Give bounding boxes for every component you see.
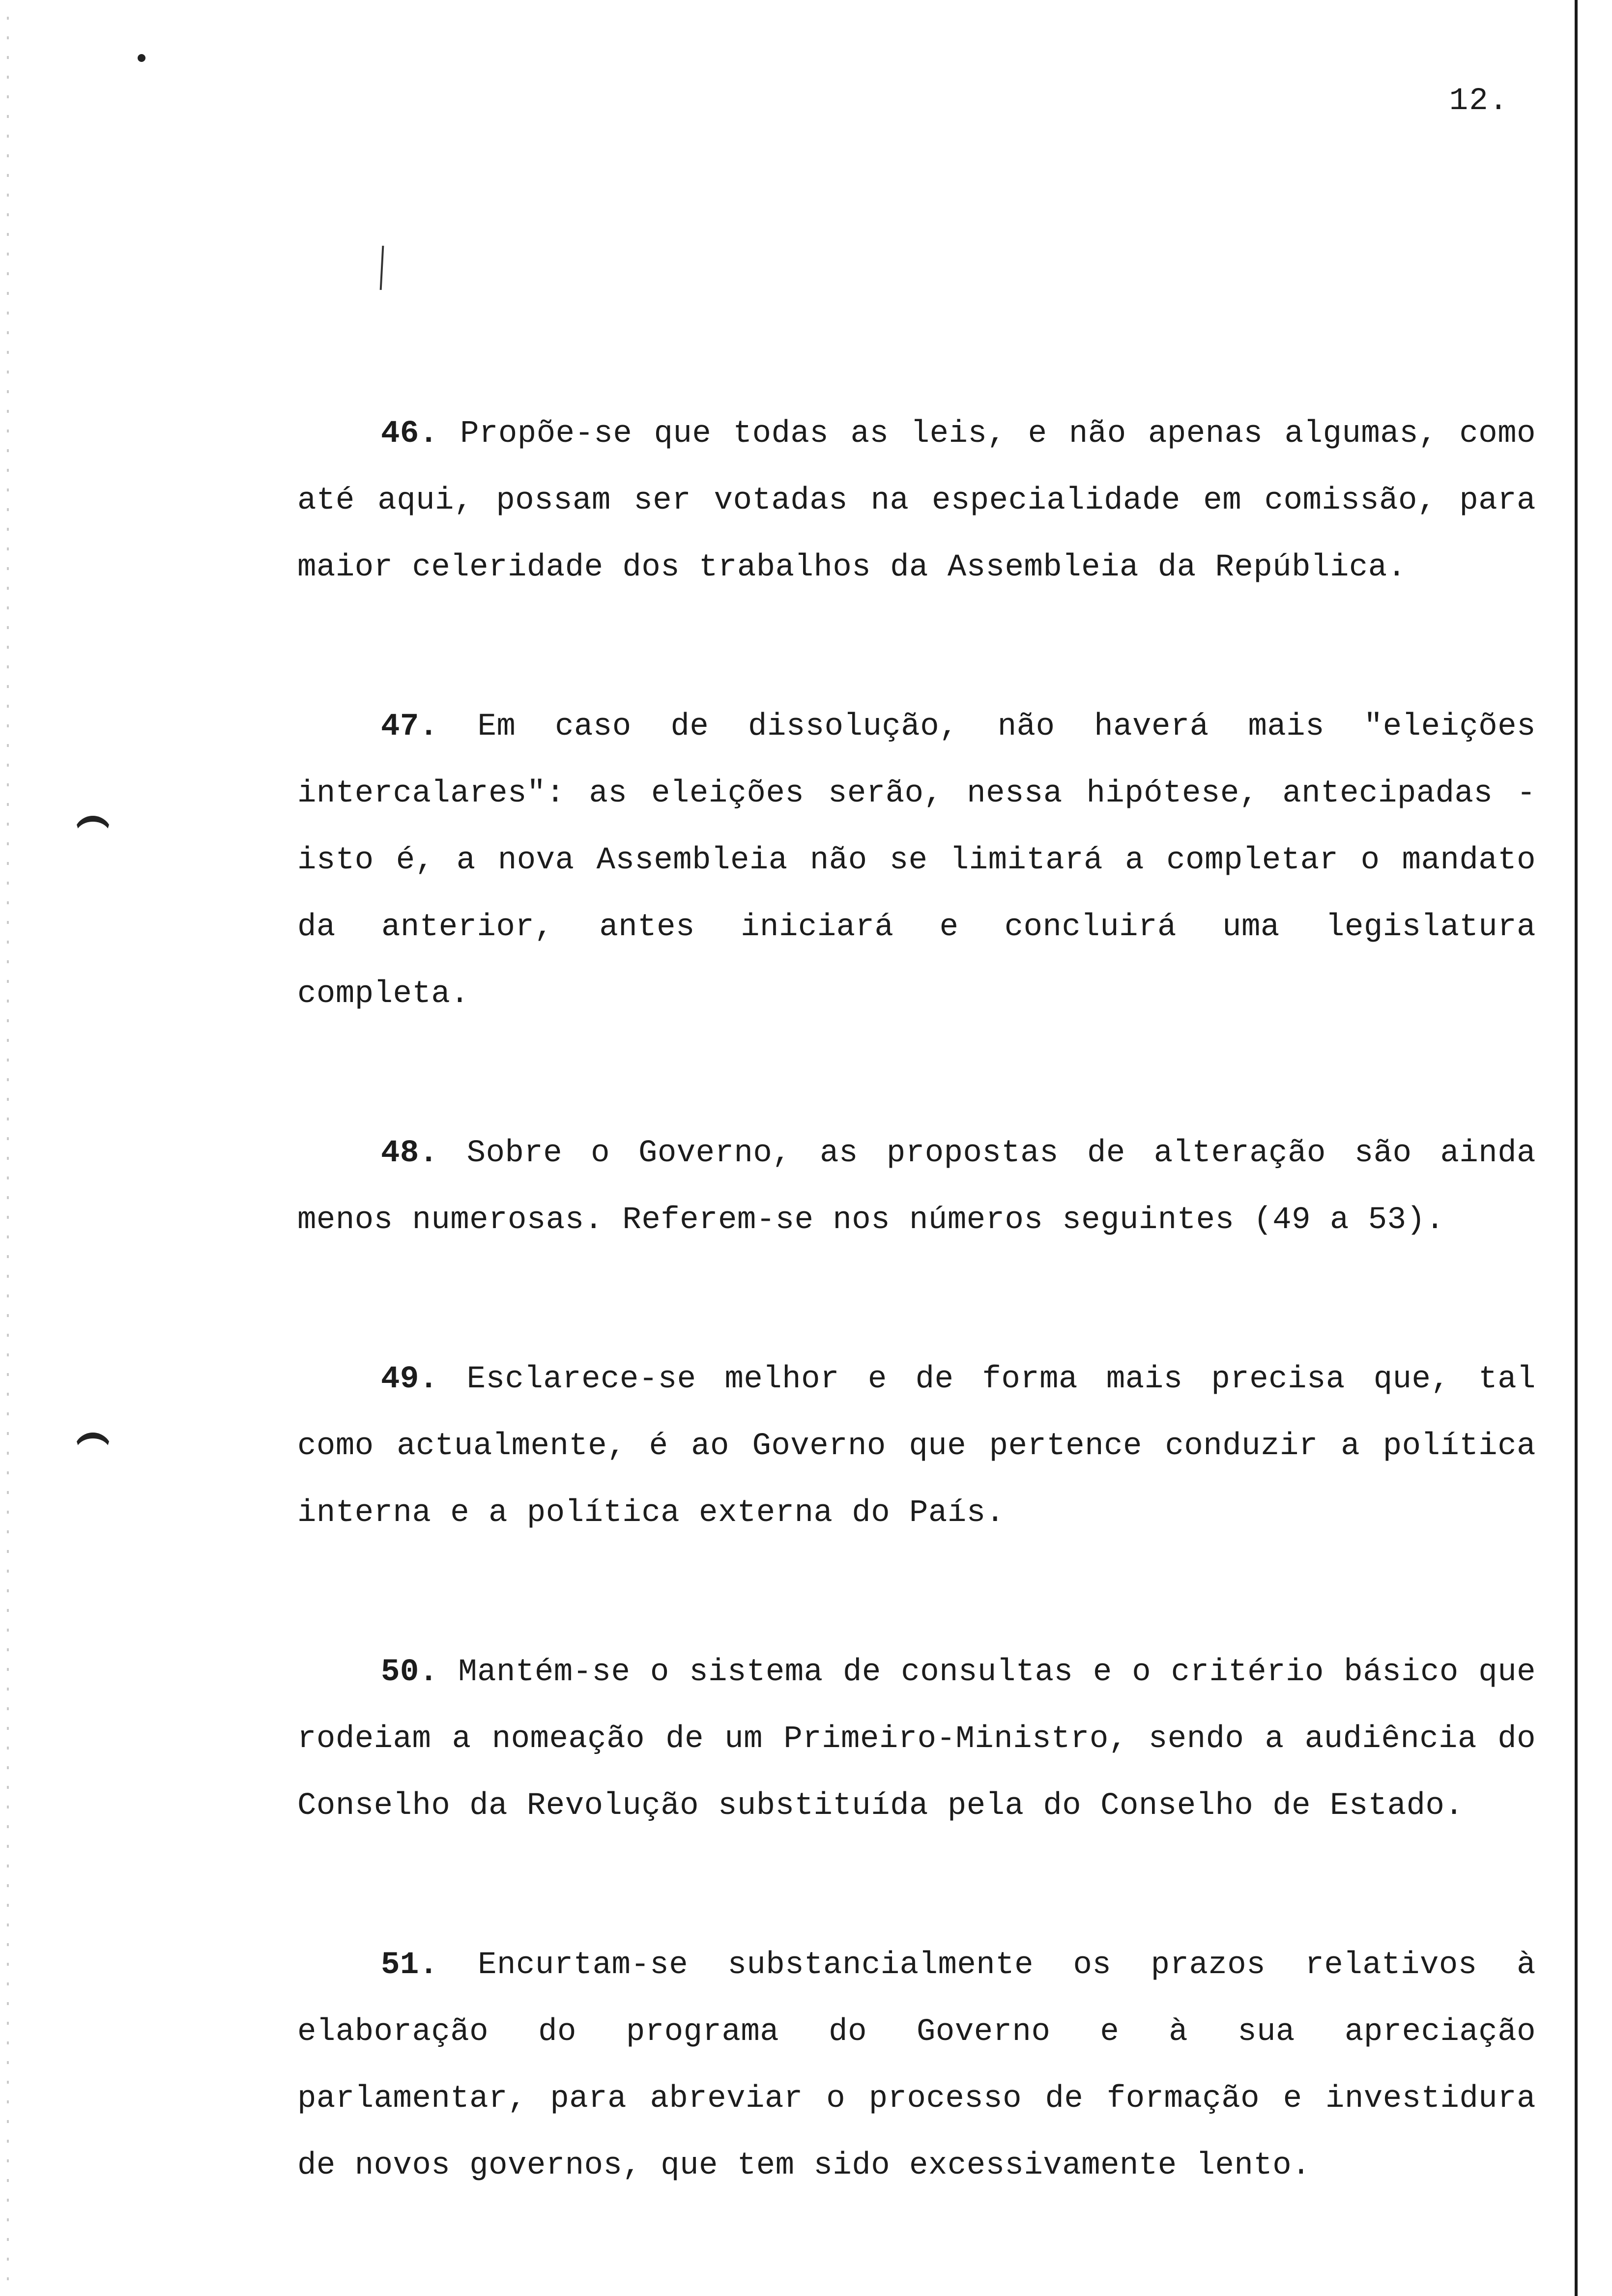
paragraph-text: Encurtam-se substancialmente os prazos relativos à elaboração do programa do Governo e à sua apreciação parlamentar, para abreviar o processo de formação e investidura de novos governos, que tem sido excessivamente lento. (297, 1948, 1536, 2183)
paragraph-number: 47. (381, 709, 438, 745)
paragraph-50 (297, 1639, 1536, 1839)
page-number: 12. (1449, 84, 1509, 119)
paragraph-text: Esclarece-se melhor e de forma mais precisa que, tal como actualmente, é ao Governo que pertence conduzir a política interna e a política externa do País. (297, 1362, 1536, 1531)
paragraph-46 (297, 401, 1536, 601)
paragraph-text: Sobre o Governo, as propostas de alteração são ainda menos numerosas. Referem-se nos números seguintes (49 a 53). (297, 1136, 1536, 1238)
paragraph-number: 49. (381, 1362, 438, 1397)
pen-tick-mark (380, 246, 384, 290)
paragraph-number: 50. (381, 1655, 438, 1690)
paragraph-51 (297, 1932, 1536, 2199)
paragraph-47 (297, 693, 1536, 1028)
punch-hole-mark-upper (74, 816, 112, 841)
paragraph-49 (297, 1346, 1536, 1547)
paragraph-number: 48. (381, 1136, 438, 1171)
ink-dot (138, 54, 145, 62)
paragraph-number: 46. (381, 416, 438, 452)
paragraph-text: Propõe-se que todas as leis, e não apenas algumas, como até aqui, possam ser votadas na especialidade em comissão, para maior celeridade dos trabalhos da Assembleia da República. (297, 416, 1536, 585)
paragraph-text: Mantém-se o sistema de consultas e o critério básico que rodeiam a nomeação de um Primeiro-Ministro, sendo a audiência do Conselho da Revolução substituída pela do Conselho de Estado. (297, 1655, 1536, 1824)
paragraph-number: 51. (381, 1948, 438, 1983)
document-body (297, 401, 1536, 2292)
punch-hole-mark-lower (74, 1433, 112, 1458)
paragraph-text: Em caso de dissolução, não haverá mais "eleições intercalares": as eleições serão, nessa hipótese, antecipadas -isto é, a nova Assembleia não se limitará a completar o mandato da anterior, antes iniciará e concluirá uma legislatura completa. (297, 709, 1536, 1012)
left-edge-speckles (7, 0, 9, 2296)
paragraph-48 (297, 1120, 1536, 1254)
right-margin-rule (1575, 0, 1578, 2296)
